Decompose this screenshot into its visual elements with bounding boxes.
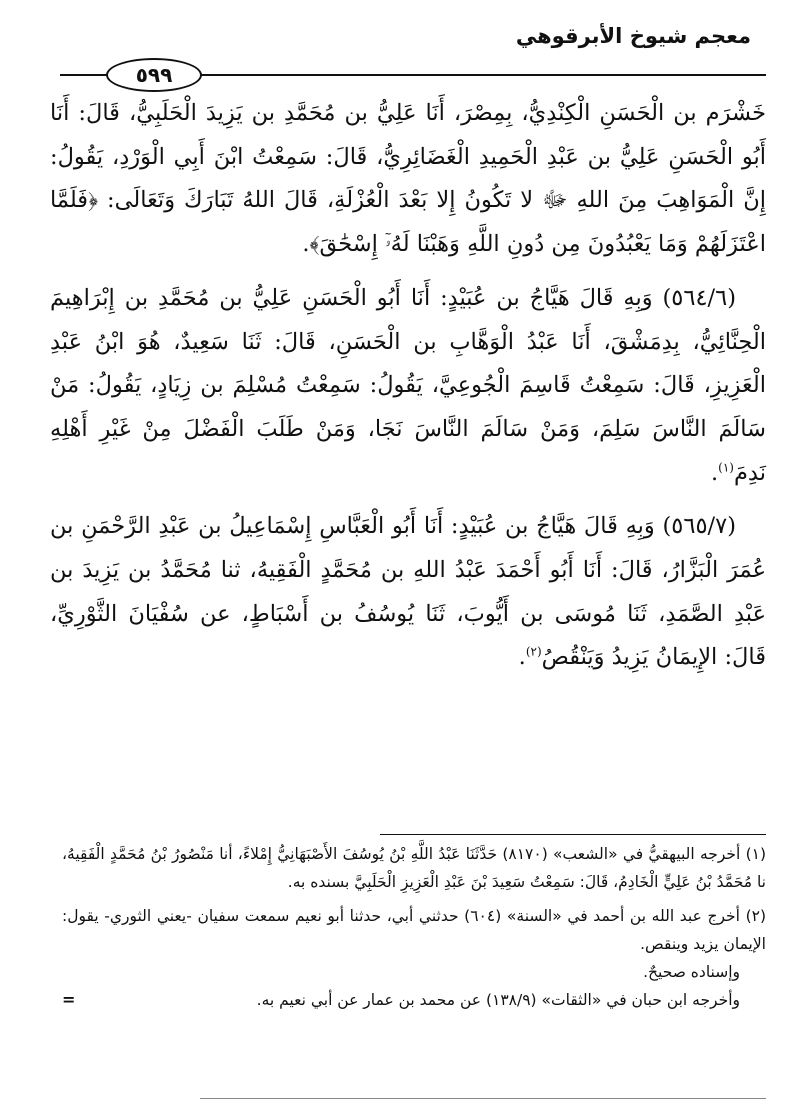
footnote-2-last-line: وأخرجه ابن حبان في «الثقات» (١٣٨/٩) عن محمد بن عمار عن أبي نعيم به. (256, 991, 740, 1009)
hadith-entry-565 (50, 505, 766, 680)
main-text (50, 92, 766, 690)
footnote-separator (380, 834, 766, 835)
footnote-2: (٢) أخرج عبد الله بن أحمد في «السنة» (٦٠٤) حدثني أبي، حدثنا أبو نعيم سمعت سفيان -يعني الثوري- يقول: الإيمان يزيد وينقص. (62, 907, 767, 953)
hadith-entry-564 (50, 277, 766, 496)
footnotes-section (62, 840, 766, 1020)
paragraph-text: (٥٦٥/٧) وَبِهِ قَالَ هَيَّاجُ بن عُبَيْدٍ: أَنَا أَبُو الْعَبَّاسِ إِسْمَاعِيلُ بن عَبْدِ الرَّحْمَنِ بن عُمَرَ الْبَزَّارُ، قَالَ: أَنَا أَبُو أَحْمَدَ عَبْدُ اللهِ بن مُحَمَّدٍ الْفَقِيهُ، ثنا مُحَمَّدُ بن يَزِيدَ بن عَبْدِ الصَّمَدِ، ثَنَا مُوسَى بن أَيُّوبَ، ثَنَا يُوسُفُ بن أَسْبَاطٍ، عن سُفْيَانَ الثَّوْرِيِّ، قَالَ: الإِيمَانُ يَزِيدُ وَيَنْقُصُ (50, 513, 766, 671)
full-stop: . (711, 459, 719, 486)
bottom-rule (200, 1098, 766, 1099)
footnote-2-continuation: وإسناده صحيحٌ. (643, 963, 740, 981)
footnote-2-continuation (62, 986, 766, 1014)
footnote-ref-1[interactable]: (١) (718, 460, 734, 475)
page-number: ٥٩٩ (135, 63, 173, 87)
paragraph-text: (٥٦٤/٦) وَبِهِ قَالَ هَيَّاجُ بن عُبَيْدٍ: أَنَا أَبُو الْحَسَنِ عَلِيُّ بن مُحَمَّدِ بن إِبْرَاهِيمَ الْحِنَّائِيُّ، بِدِمَشْقَ، أَنَا عَبْدُ الْوَهَّابِ بن الْحَسَنِ، قَالَ: ثَنَا سَعِيدٌ، هُوَ ابْنُ عَبْدِ الْعَزِيزِ، قَالَ: سَمِعْتُ قَاسِمَ الْجُوعِيَّ، يَقُولُ: سَمِعْتُ مُسْلِمَ بن زِيَادٍ، يَقُولُ: مَنْ سَالَمَ النَّاسَ سَلِمَ، وَمَنْ سَالَمَ النَّاسَ نَجَا، وَمَنْ طَلَبَ الْفَضْلَ مِنْ غَيْرِ أَهْلِهِ نَدِمَ (50, 284, 766, 486)
page-number-badge (106, 58, 202, 92)
paragraph-continuation (50, 92, 766, 267)
paragraph-text: خَشْرَم بن الْحَسَنِ الْكِنْدِيُّ، بِمِصْرَ، أَنَا عَلِيُّ بن مُحَمَّدِ بن يَزِيدَ الْحَلَبِيُّ، قَالَ: أَنَا أَبُو الْحَسَنِ عَلِيُّ بن عَبْدِ الْحَمِيدِ الْغَضَائِرِيُّ، قَالَ: سَمِعْتُ ابْنَ أَبِي الْوَرْدِ، يَقُولُ: إِنَّ الْمَوَاهِبَ مِنَ اللهِ ﷻ لا تَكُونُ إِلا بَعْدَ الْعُزْلَةِ، قَالَ اللهُ تَبَارَكَ وَتَعَالَى: ﴿فَلَمَّا اعْتَزَلَهُمْ وَمَا يَعْبُدُونَ مِن دُونِ اللَّهِ وَهَبْنَا لَهُۥٓ إِسْحَٰقَ﴾. (50, 100, 766, 258)
footnote-ref-2[interactable]: (٢) (525, 644, 542, 659)
continued-marker: = (62, 990, 76, 1009)
footnote-1: (١) أخرجه البيهقيُّ في «الشعب» (٨١٧٠) حَدَّثَنَا عَبْدُ اللَّهِ بْنُ يُوسُفَ الأَصْبَهَانِيُّ إِمْلاءً، أنا مَنْصُورُ بْنُ مُحَمَّدٍ الْفَقِيهُ، نا مُحَمَّدُ بْنُ عَلِيٍّ الْخَادِمُ، قَالَ: سَمِعْتُ سَعِيدَ بْنَ عَبْدِ الْعَزِيزِ الْحَلَبِيَّ بسنده به. (62, 845, 767, 891)
full-stop: . (518, 644, 526, 671)
running-header-title: معجم شيوخ الأبرقوهي (515, 24, 751, 48)
